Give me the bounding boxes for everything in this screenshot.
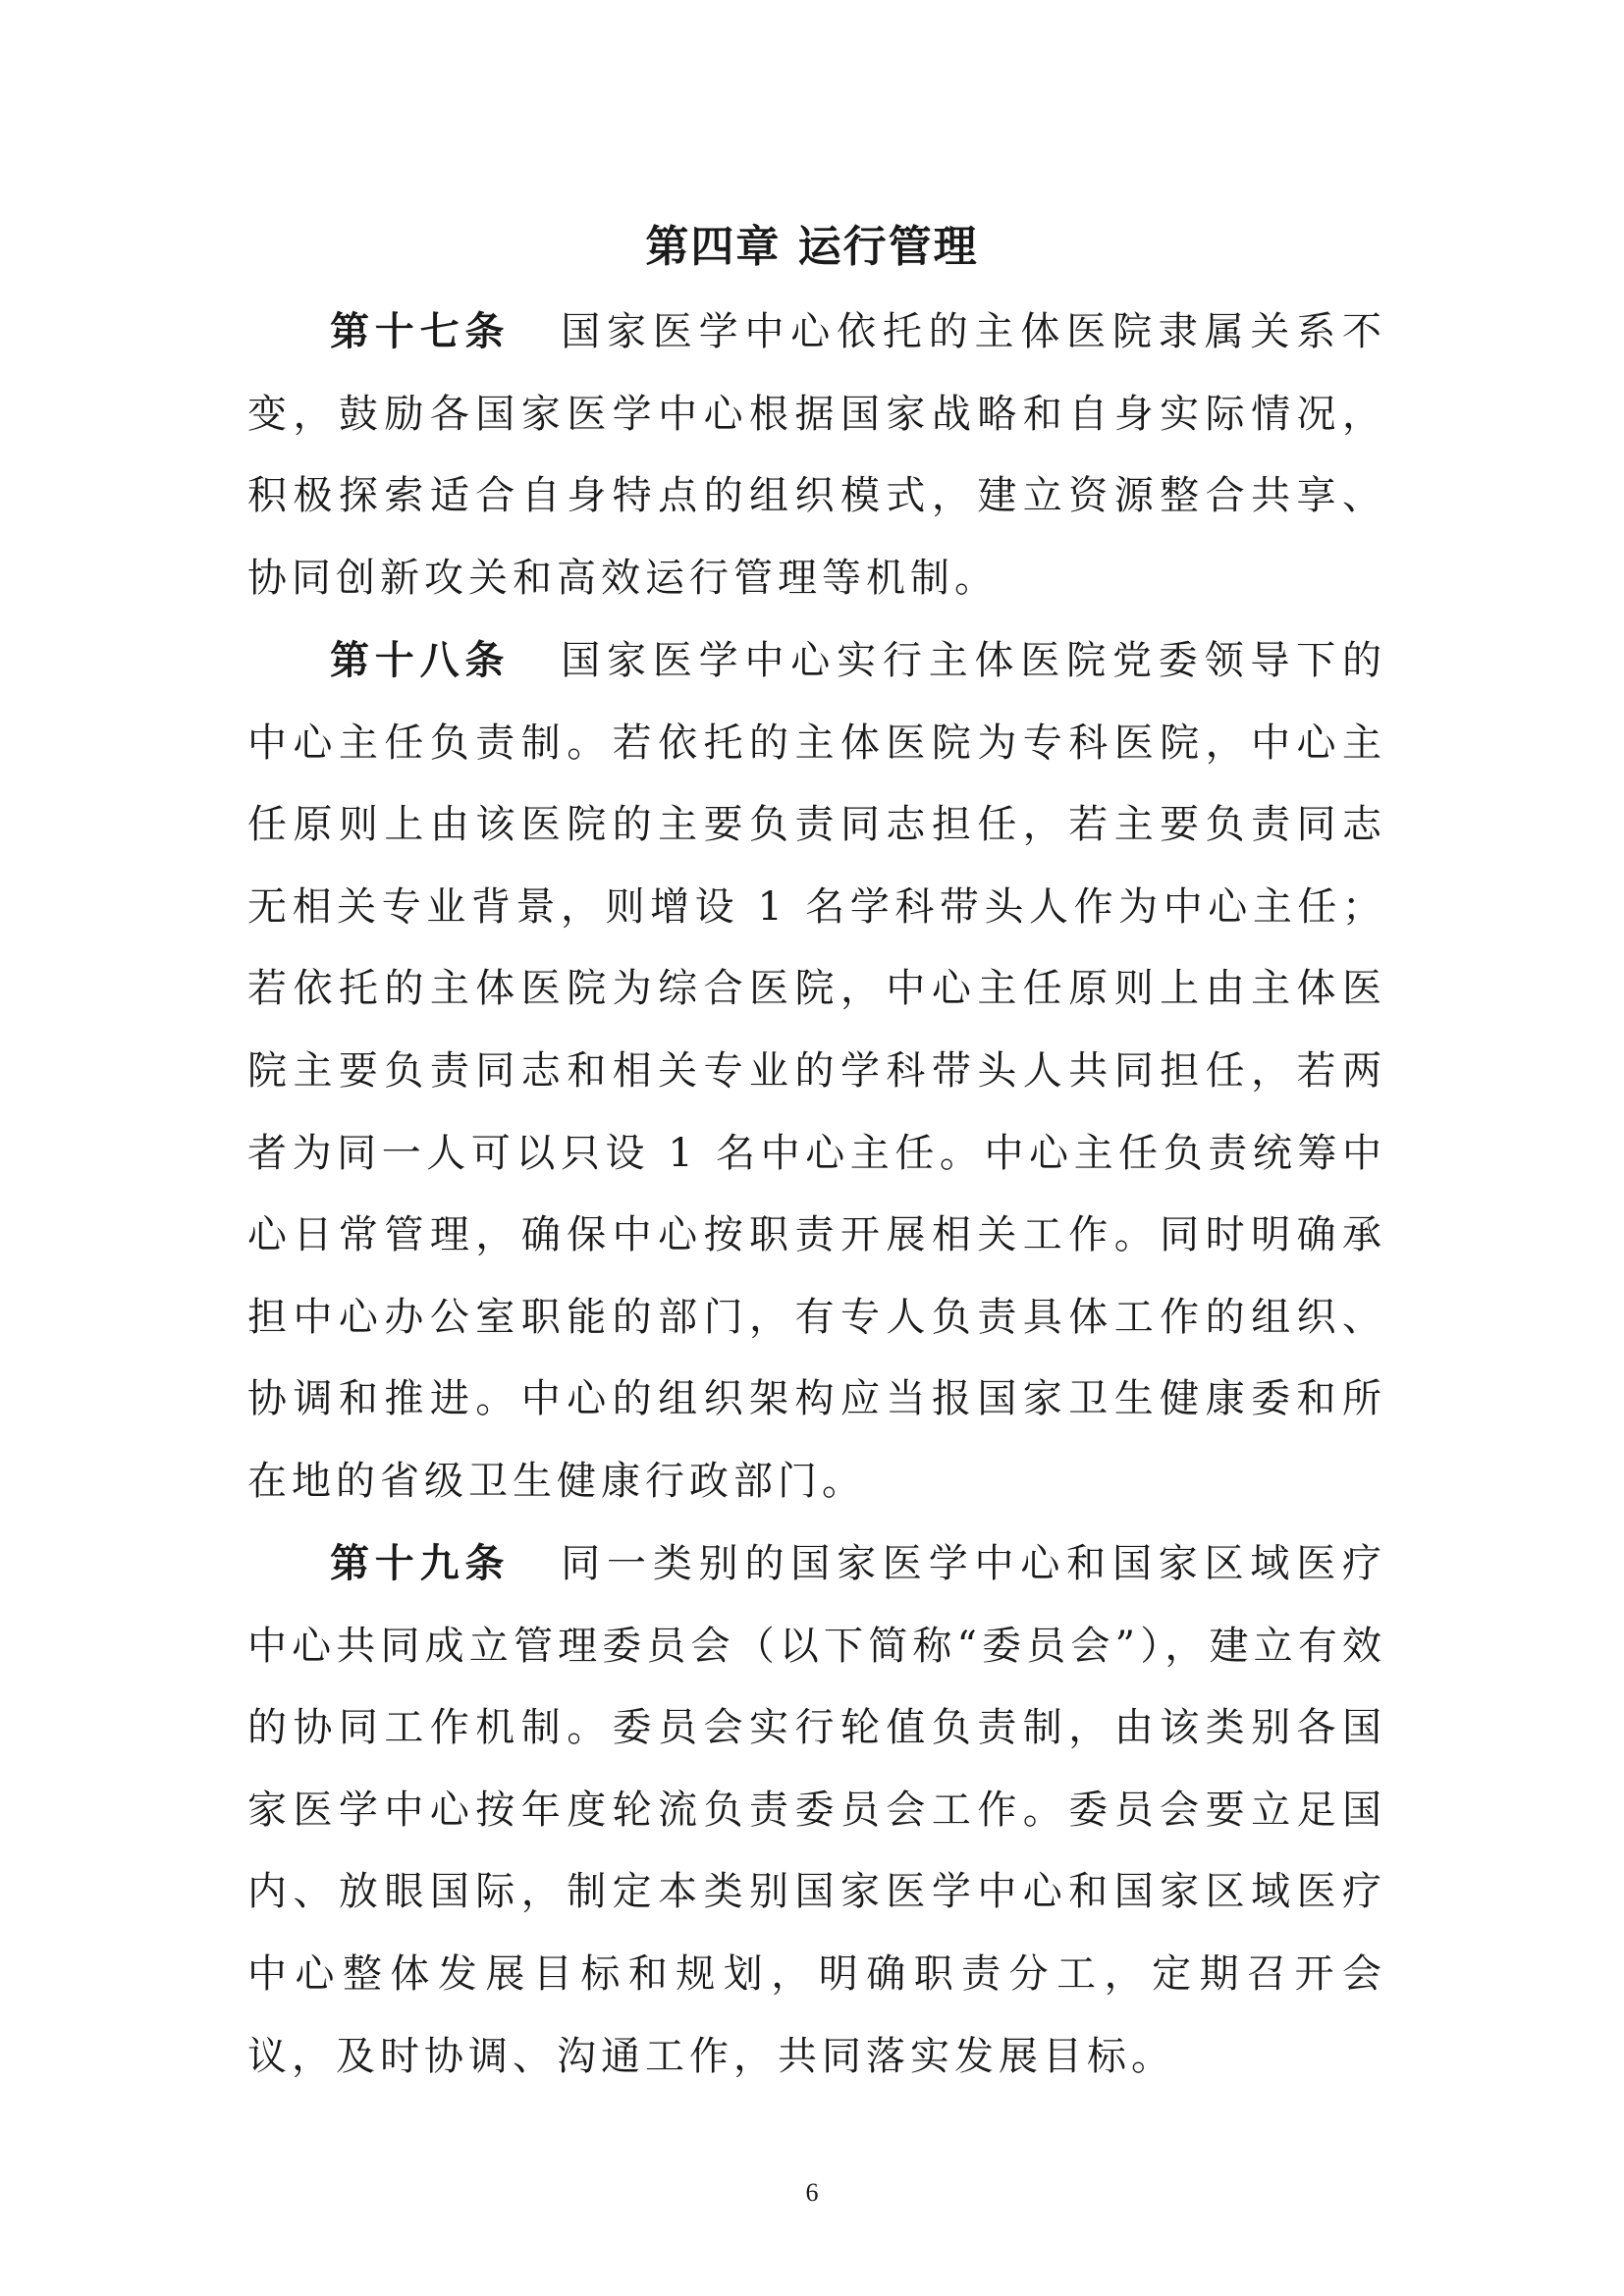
article-label: 第十八条 xyxy=(330,638,511,683)
article-text: 国家医学中心依托的主体医院隶属关系不变，鼓励各国家医学中心根据国家战略和自身实际情况，积极探索适合自身特点的组织模式，建立资源整合共享、协同创新攻关和高效运行管理等机制。 xyxy=(247,309,1387,601)
article-18 xyxy=(247,620,1386,1523)
article-label: 第十七条 xyxy=(330,309,511,354)
article-label: 第十九条 xyxy=(330,1541,511,1586)
article-19 xyxy=(247,1523,1386,2098)
page-number: 6 xyxy=(805,2178,819,2207)
article-text: 同一类别的国家医学中心和国家区域医疗中心共同成立管理委员会（以下简称“委员会”），建立有效的协同工作机制。委员会实行轮值负责制，由该类别各国家医学中心按年度轮流负责委员会工作。委员会要立足国内、放眼国际，制定本类别国家医学中心和国家区域医疗中心整体发展目标和规划，明确职责分工，定期召开会议，及时协调、沟通工作，共同落实发展目标。 xyxy=(247,1541,1387,2079)
article-17 xyxy=(247,292,1386,619)
chapter-title: 第四章 运行管理 xyxy=(645,222,979,272)
article-text: 国家医学中心实行主体医院党委领导下的中心主任负责制。若依托的主体医院为专科医院，中心主任原则上由该医院的主要负责同志担任，若主要负责同志无相关专业背景，则增设 1 名学科带头人作为中心主任；若依托的主体医院为综合医院，中心主任原则上由主体医院主要负责同志和相关专业的学科带头人共同担任，若两者为同一人可以只设 1 名中心主任。中心主任负责统筹中心日常管理，确保中心按职责开展相关工作。同时明确承担中心办公室职能的部门，有专人负责具体工作的组织、协调和推进。中心的组织架构应当报国家卫生健康委和所在地的省级卫生健康行政部门。 xyxy=(247,638,1387,1504)
